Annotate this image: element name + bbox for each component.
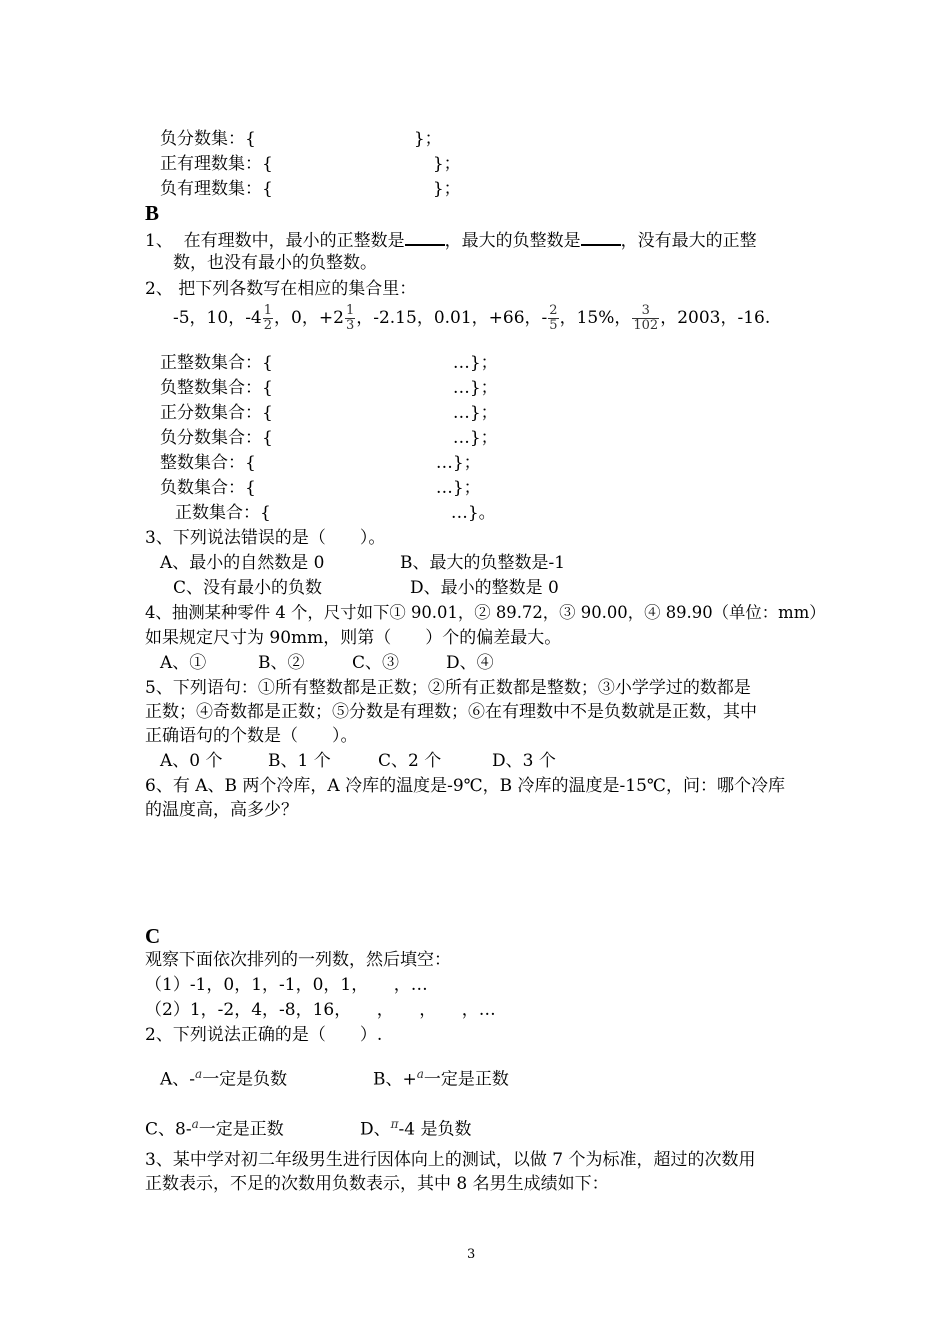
set-line: 正数集合：{ …}。 bbox=[175, 503, 496, 523]
variable-pi: π bbox=[390, 1117, 399, 1131]
fraction: $\frac{1}{2}$ bbox=[263, 303, 273, 333]
pos-rational-set-line: 正有理数集：{ }； bbox=[160, 154, 461, 174]
blank-line bbox=[405, 228, 445, 246]
neg-rational-set-line: 负有理数集：{ }； bbox=[160, 179, 461, 199]
fraction: $\frac{2}{5}$ bbox=[549, 303, 558, 333]
b-q2-number-list: -5，10，-4 $\frac{1}{2}$ ，0，+2 $\frac{1}{3}$ ，-2.15，0.01，+66，- $\frac{2}{5}$ ，15%， $\frac{3}{102}$ ，2003，-16. bbox=[173, 303, 771, 333]
b-q3-prompt: 3、下列说法错误的是（ ）。 bbox=[145, 528, 386, 548]
b-q6-line1: 6、有 A、B 两个冷库，A 冷库的温度是-9℃，B 冷库的温度是-15℃，问：哪个冷库 bbox=[145, 776, 785, 796]
b-q3-option-d: D、最小的整数是 0 bbox=[410, 578, 559, 598]
c-q1-prompt: 观察下面依次排列的一列数，然后填空： bbox=[145, 950, 451, 970]
c-q2-option-c: C、8-$^a$一定是正数 bbox=[145, 1117, 284, 1140]
c-q1-sequence-1: （1）-1，0，1，-1，0，1， ，… bbox=[145, 975, 428, 995]
blank-line bbox=[581, 228, 621, 246]
b-q3-option-b: B、最大的负整数是-1 bbox=[400, 553, 566, 573]
b-q5-line2: 正数；④奇数都是正数；⑤分数是有理数；⑥在有理数中不是负数就是正数，其中 bbox=[145, 702, 757, 722]
b-q5-line3: 正确语句的个数是（ ）。 bbox=[145, 726, 358, 746]
variable-a: a bbox=[195, 1067, 203, 1081]
b-q5-option-c: C、2 个 bbox=[378, 751, 442, 771]
variable-a: a bbox=[416, 1067, 424, 1081]
b-q5-option-a: A、0 个 bbox=[160, 751, 223, 771]
b-q4-line2: 如果规定尺寸为 90mm，则第（ ）个的偏差最大。 bbox=[145, 628, 562, 648]
neg-fraction-set-line: 负分数集：{ }； bbox=[160, 129, 442, 149]
b-q4-line1: 4、抽测某种零件 4 个，尺寸如下① 90.01，② 89.72，③ 90.00，④ 89.90（单位：mm） bbox=[145, 603, 826, 622]
c-q2-option-d: D、$^\pi$-4 是负数 bbox=[360, 1117, 472, 1140]
fraction: $\frac{3}{102}$ bbox=[633, 303, 659, 333]
b-q5-line1: 5、下列语句：①所有整数都是正数；②所有正数都是整数；③小学学过的数都是 bbox=[145, 678, 751, 698]
set-line: 负分数集合：{ …}； bbox=[160, 428, 498, 448]
b-q5-option-b: B、1 个 bbox=[268, 751, 331, 771]
c-q2-prompt: 2、下列说法正确的是（ ）. bbox=[145, 1025, 383, 1045]
b-q3-option-c: C、没有最小的负数 bbox=[173, 578, 323, 598]
b-q6-line2: 的温度高，高多少？ bbox=[145, 800, 298, 820]
c-q3-line2: 正数表示，不足的次数用负数表示，其中 8 名男生成绩如下： bbox=[145, 1174, 609, 1194]
c-q1-sequence-2: （2）1，-2，4，-8，16， ， ， ，… bbox=[145, 1000, 496, 1020]
set-line: 负数集合：{ …}； bbox=[160, 478, 481, 498]
fraction: $\frac{1}{3}$ bbox=[345, 303, 355, 333]
section-c-heading: C bbox=[145, 924, 161, 948]
section-b-heading: B bbox=[145, 201, 160, 225]
b-q4-option-d: D、④ bbox=[446, 653, 494, 673]
page-number: 3 bbox=[467, 1247, 476, 1262]
c-q3-line1: 3、某中学对初二年级男生进行因体向上的测试，以做 7 个为标准，超过的次数用 bbox=[145, 1150, 756, 1170]
b-q4-option-c: C、③ bbox=[352, 653, 400, 673]
set-line: 正分数集合：{ …}； bbox=[160, 403, 498, 423]
variable-a: a bbox=[191, 1117, 199, 1131]
set-line: 正整数集合：{ …}； bbox=[160, 353, 498, 373]
b-q4-option-b: B、② bbox=[258, 653, 305, 673]
b-q3-option-a: A、最小的自然数是 0 bbox=[160, 553, 325, 573]
b-q2-prompt: 2、 把下列各数写在相应的集合里： bbox=[145, 279, 417, 299]
set-line: 负整数集合：{ …}； bbox=[160, 378, 498, 398]
b-q1-line1: 1、 在有理数中，最小的正整数是 ，最大的负整数是 ，没有最大的正整 bbox=[145, 228, 757, 252]
b-q5-option-d: D、3 个 bbox=[492, 751, 556, 771]
c-q2-option-b: B、+$^a$一定是正数 bbox=[373, 1067, 509, 1090]
c-q2-option-a: A、-$^a$一定是负数 bbox=[160, 1067, 288, 1090]
b-q1-line2: 数，也没有最小的负整数。 bbox=[173, 253, 377, 273]
set-line: 整数集合：{ …}； bbox=[160, 453, 481, 473]
b-q4-option-a: A、① bbox=[160, 653, 207, 673]
